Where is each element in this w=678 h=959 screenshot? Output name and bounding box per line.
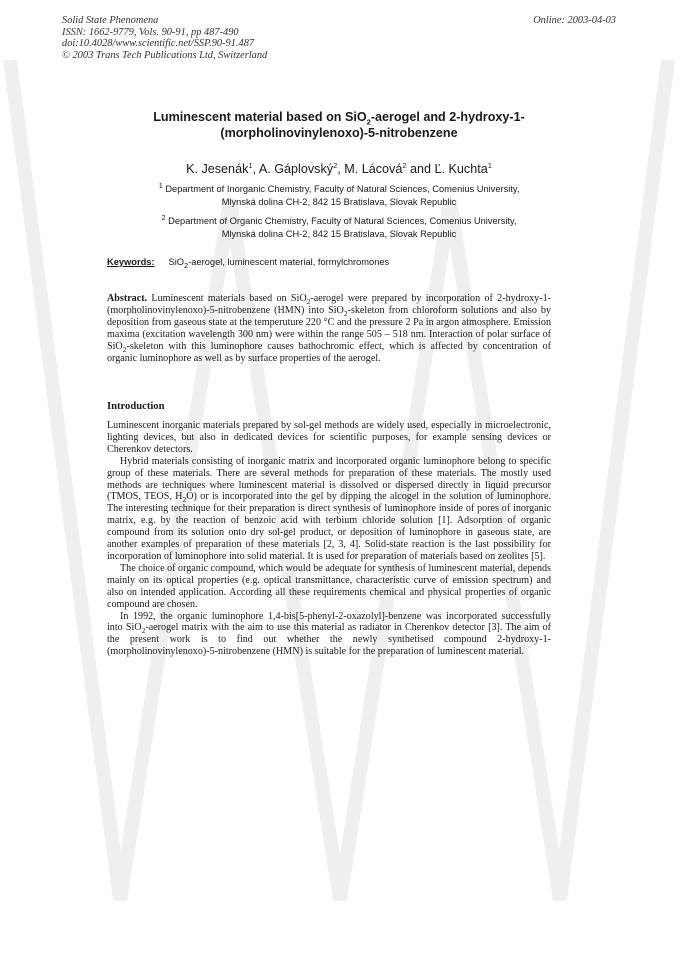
author-name: M. Lácová: [344, 162, 403, 176]
affiliation-address: Mlynská dolina CH-2, 842 15 Bratislava, Slovak Republic: [221, 228, 457, 239]
paragraph-text: In 1992, the organic luminophore 1,4-bis[5-phenyl-2-oxazolyl]-benzene was incorporated successfully into SiO: [107, 610, 551, 634]
abstract-text: -aerogel were prepared by incorporation of 2-hydroxy-1-(morpholinovinylenoxo)-5-nitrobenzene (HMN) into SiO: [107, 293, 551, 316]
journal-name: Solid State Phenomena: [62, 15, 159, 26]
author-affiliation-mark: 2: [333, 160, 338, 170]
affiliation-line: Department of Organic Chemistry, Faculty of Natural Sciences, Comenius University,: [168, 216, 517, 226]
author-affiliation-mark: 2: [402, 160, 407, 170]
affiliation-number: 2: [161, 212, 166, 222]
affiliation-2: [110, 212, 568, 240]
paragraph-text: O) or is incorporated into the gel by dipping the alcogel in the solution of luminophore. The interesting technique for their preparation is direct synthesis of luminophore inside of pores of inorganic matrix, e.g. by the reaction of benzoic acid with terbium chloride solution [1]. Adsorption of organic compound from its solution onto dry sol-gel product, or deposition of luminophore in gaseous state, are another examples of preparation of these materials [2, 3, 4]. Solid-state reaction is the last possibility for incorporation of luminophore into solid material. It is used for preparation of materials based on zeolites [5].: [107, 491, 552, 562]
author-separator: and: [406, 162, 435, 176]
abstract-text: -skeleton with this luminophore causes bathochromic effect, which is affected by concentration of organic luminophore as well as by surface properties of the aerogel.: [107, 340, 551, 364]
abstract-subscript: 2: [343, 308, 348, 318]
paragraph-subscript: 2: [141, 626, 146, 636]
author-affiliation-mark: 1: [487, 160, 492, 170]
author-separator: ,: [252, 162, 259, 176]
author-name: A. Gáplovský: [258, 162, 334, 176]
paragraph: The choice of organic compound, which would be adequate for synthesis of luminescent material, depends mainly on its optical properties (e.g. optical transmittance, characteristic curve of emission spectrum) and also on intended application. According all these requirements chemical and physical properties of organic compound are chosen.: [107, 562, 551, 610]
paragraph-text: -aerogel matrix with the aim to use this material as radiator in Cherenkov detector [3]. The aim of the present work is to find out whether the newly synthetised compound 2-hydroxy-1-(morpholinovinylenoxo)-5-nitrobenzene (HMN) is suitable for the preparation of luminescent material.: [107, 622, 551, 658]
author-name: Ľ. Kuchta: [434, 162, 488, 176]
paragraph: [107, 611, 551, 659]
title-text: -aerogel and 2-hydroxy-1-: [370, 110, 525, 124]
paragraph: Luminescent inorganic materials prepared by sol-gel methods are widely used, especially in microelectronic, lighting devices, but also in dedicated devices for scientific purposes, for example sensing devices or Cherenkov detectors.: [107, 420, 551, 455]
title-text-line2: (morpholinovinylenoxo)-5-nitrobenzene: [220, 125, 458, 140]
abstract-subscript: 2: [122, 344, 127, 354]
paragraph: [107, 456, 551, 563]
online-date: Online: 2003-04-03: [533, 15, 616, 26]
abstract-subscript: 2: [306, 297, 311, 307]
keywords: [107, 257, 390, 270]
affiliation-number: 1: [158, 180, 163, 190]
affiliation-line: Department of Inorganic Chemistry, Faculty of Natural Sciences, Comenius University,: [165, 184, 520, 194]
author-affiliation-mark: 1: [248, 160, 253, 170]
title-text: Luminescent material based on SiO: [153, 110, 367, 124]
introduction-body: [107, 420, 551, 658]
journal-issn: ISSN: 1662-9779, Vols. 90-91, pp 487-490: [62, 26, 239, 38]
keyword-subscript: 2: [184, 260, 189, 270]
keyword-text: SiO: [168, 257, 185, 267]
journal-doi[interactable]: doi:10.4028/www.scientific.net/SSP.90-91.487: [62, 38, 255, 50]
title-subscript: 2: [366, 117, 371, 127]
paragraph-text: Hybrid materials consisting of inorganic matrix and incorporated organic luminophore belong to specific group of these materials. There are several methods for preparation of these materials. The mostly used methods are techniques where luminescent material is dissolved or dispersed directly in liquid precursor (TMOS, TEOS, H: [107, 455, 551, 503]
paragraph-subscript: 2: [182, 495, 187, 505]
keyword-text: -aerogel, luminescent material, formylchromones: [188, 257, 390, 267]
author-name: K. Jesenák: [186, 162, 249, 176]
affiliation-address: Mlynská dolina CH-2, 842 15 Bratislava, Slovak Republic: [221, 196, 457, 207]
journal-copyright: © 2003 Trans Tech Publications Ltd, Switzerland: [62, 49, 268, 61]
journal-header: [62, 15, 267, 61]
abstract-text: -skeleton from chloroform solutions and also by deposition from gaseous state at the temperuture 220 °C and the pressure 2 Pa in argon atmosphere. Emission maxima (excitation wavelength 300 nm) were within the range 505 – 518 nm. Interaction of polar surface of SiO: [107, 304, 551, 352]
introduction-heading: Introduction: [107, 401, 165, 412]
abstract-text: Luminescent materials based on SiO: [147, 293, 307, 304]
author-list: [100, 162, 578, 176]
paper-title: [100, 110, 578, 141]
keywords-label: Keywords:: [107, 257, 155, 267]
affiliation-1: [110, 180, 568, 208]
author-separator: ,: [337, 162, 345, 176]
abstract: [107, 293, 551, 364]
abstract-label: Abstract.: [107, 293, 148, 304]
